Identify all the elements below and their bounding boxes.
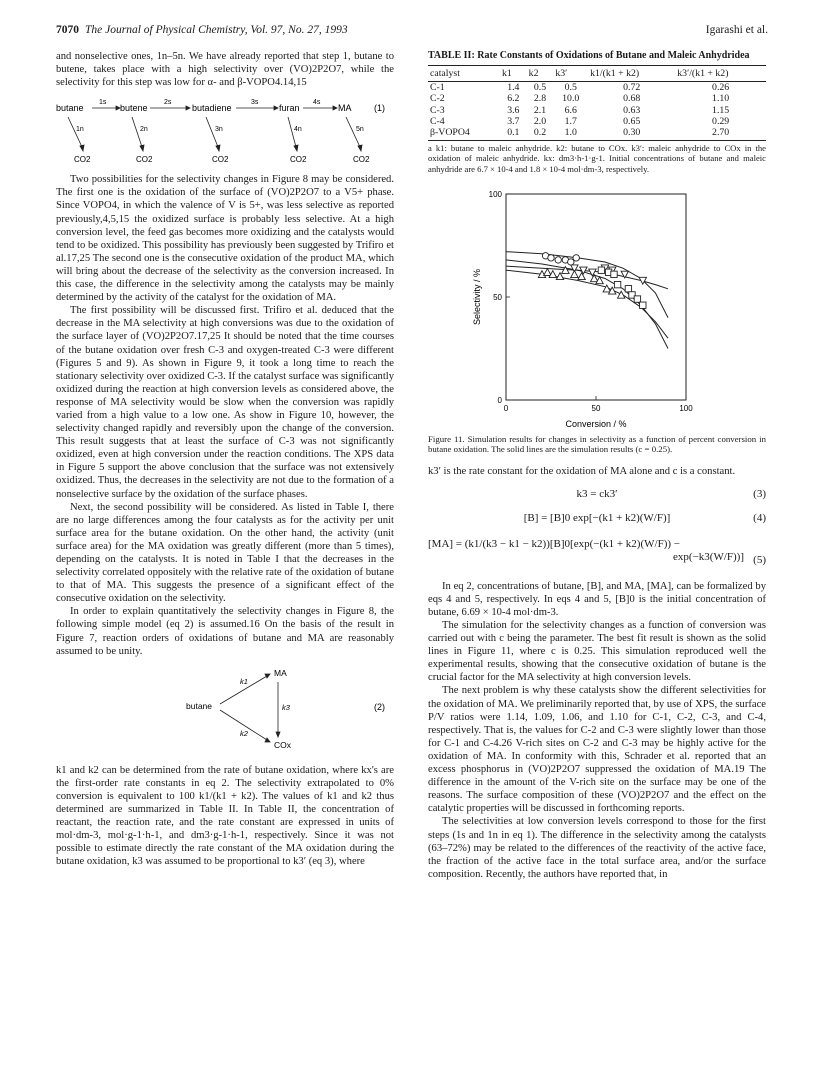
scheme1-step: 3n bbox=[215, 126, 223, 134]
scheme1-species: butane bbox=[56, 103, 84, 114]
scheme2-product-cox: COx bbox=[274, 739, 291, 750]
table-header: k3′ bbox=[553, 66, 588, 82]
table-cell: 0.72 bbox=[623, 82, 641, 94]
paragraph-6: k3′ is the rate constant for the oxidation of MA alone and c is a constant. bbox=[428, 465, 736, 477]
scheme2-eq-number: (2) bbox=[374, 701, 385, 712]
reaction-scheme-1 bbox=[56, 93, 394, 165]
paragraph-7: In eq 2, concentrations of butane, [B], and MA, [MA], can be formalized by eqs 4 and 5, respectively. In eqs 4 and 5, [B]0 is the initial concentration of butane, 6.69 × 10-4 mol·dm-3. bbox=[428, 580, 766, 618]
scheme1-step: 3s bbox=[251, 99, 259, 107]
table-cell: C-1 bbox=[430, 82, 445, 94]
table-cell: 0.5 bbox=[533, 82, 547, 94]
scheme1-product: CO2 bbox=[212, 155, 229, 165]
paragraph-10: The selectivities at low conversion levels correspond to those for the first steps (1s and 1n in eq 1). The difference in the selectivity among the catalysts (63–72%) may be related to the differences of the reactivity of the active face, the fraction of the active face in the total surface area, and/or the surface composition. Recently, the authors have reported that, in bbox=[428, 816, 766, 880]
table-cell: 1.4 bbox=[507, 82, 520, 94]
paragraph-5: k1 and k2 can be determined from the rate of butane oxidation, where kx's are the first-order rate constants in eq 2. The selectivity extrapolated to 0% conversion is equivalent to 100 k1/(k1 + k2). The values of k1 and k2 thus determined are summarized in Table II. In Table II, the concentration of reactant, the reaction rate, and the rate constant are expressed in units of mol·dm-3, mol·g-1·h-1, and dm3·g-1·h-1, respectively. Since it was not possible to estimate directly the rate constant of the MA oxidation during the butane oxidation, k3 was assumed to be proportional to k3′ (eq 3), where bbox=[56, 764, 394, 868]
header-authors: Igarashi et al. bbox=[705, 24, 768, 36]
page-number: 7070 bbox=[56, 24, 79, 36]
y-axis-label: Selectivity / % bbox=[472, 268, 482, 325]
scheme1-step: 5n bbox=[356, 126, 364, 134]
table-row bbox=[428, 105, 766, 116]
paragraph-9: The next problem is why these catalysts show the different selectivities for the oxidation of MA. We preliminarily reported that, by use of XPS, the surface P/V ratios were 1.14, 1.09, 1.06, and 1.10 for C-1, C-2, C-3, and C-4, respectively. That is, the values for C-2 and C-3 were slightly lower than those for C-1 and C-4.26 V-rich sites on C-2 and C-3 may be highly active for the oxidation of MA. In conformity with this, Schrader et al. reported that an excess phosphorus in (VO)2P2O7 suppressed the oxidation of MA.19 The difference in the amount of the V-rich site on the surface may be one of the reasons. The surface composition of these (VO)2P2O7 and the effect on the catalytic properties will be discussed in forthcoming reports. bbox=[428, 685, 766, 815]
data-point-square bbox=[625, 285, 631, 291]
table-cell: C-2 bbox=[430, 93, 445, 105]
table-cell: 6.2 bbox=[507, 93, 520, 105]
eq4-number: (4) bbox=[753, 511, 766, 524]
table-cell: 1.0 bbox=[553, 127, 588, 141]
table-cell: C-3 bbox=[430, 104, 445, 116]
left-column bbox=[56, 50, 394, 869]
table-cell: 0.2 bbox=[527, 127, 554, 141]
figure-11-chart bbox=[428, 180, 766, 432]
scheme2-arrows bbox=[220, 674, 280, 742]
table-cell: 10.0 bbox=[562, 93, 580, 105]
table-cell: β-VOPO4 bbox=[428, 127, 500, 141]
paragraph-0: and nonselective ones, 1n–5n. We have already reported that step 1, butane to butene, takes place with a high selectivity over (VO)2P2O7, while the selectivity for this step was low for α- and β-VOPO4.14,15 bbox=[56, 51, 394, 89]
scheme1-product: CO2 bbox=[290, 155, 307, 165]
table-cell: 2.1 bbox=[533, 104, 547, 116]
table-cell: 2.0 bbox=[533, 115, 547, 127]
table-header: k2 bbox=[527, 66, 554, 82]
scheme1-eq-number: (1) bbox=[374, 103, 385, 114]
scheme1-species: furan bbox=[279, 103, 300, 114]
reaction-scheme-2 bbox=[56, 664, 394, 756]
paragraph-3: Next, the second possibility will be considered. As listed in Table I, there are no large differences among the four catalysts as for the activity per unit surface area for the butane oxidation. On the other hand, the activity (unit surface area) for the MA oxidation was greatly different (more than 5 times), depending on the catalysts. It is noted in Table I that the decreases in the selectivity correlated oppositely with the relative rate of the oxidation of butane to that of MA. This suggests the presence of a significant effect of the consecutive oxidation on the selectivity. bbox=[56, 501, 394, 605]
table2-footnote: a k1: butane to maleic anhydride. k2: butane to COx. k3′: maleic anhydride to COx in the oxidation of maleic anhydride. kx: dm3·h-1·g-1. Initial concentrations of butane and maleic anhydride are 6.7 × 10-4 and 1.8 × 10-4 mol·dm-3, respectively. bbox=[428, 143, 766, 174]
eq3-number: (3) bbox=[753, 487, 766, 500]
table-header-row bbox=[428, 66, 766, 82]
chart-marks bbox=[472, 190, 693, 429]
equation-3 bbox=[428, 488, 766, 504]
data-point-triangle bbox=[571, 270, 578, 277]
figure-11-caption: Figure 11. Simulation results for changes in selectivity as a function of percent conversion in butane oxidation. The solid lines are the simulation results (c = 0.25). bbox=[428, 433, 766, 455]
x-tick-label: 50 bbox=[591, 403, 601, 413]
scheme2-k1: k1 bbox=[240, 676, 248, 686]
eq5-line-1: [MA] = (k1/(k3 − k1 − k2))[B]0[exp(−(k1 + k2)(W/F)) − bbox=[428, 537, 680, 550]
table-cell: 0.63 bbox=[623, 104, 641, 116]
table-cell: C-4 bbox=[430, 115, 445, 127]
scheme2-reactant: butane bbox=[186, 700, 212, 711]
journal-name: The Journal of Physical Chemistry, Vol. 97, No. 27, 1993 bbox=[85, 24, 348, 36]
eq5-number: (5) bbox=[753, 553, 766, 566]
table-header: catalyst bbox=[428, 66, 500, 82]
paragraph-2: The first possibility will be discussed first. Trifiro et al. deduced that the decrease in the MA selectivity at high conversions was due to the oxidation of the surface layer of (VO)2P2O7.17,25 It should be noted that the time courses of the butane oxidation over fresh C-3 and oxygen-treated C-3 were different (Figures 5 and 9). As shown in Figure 9, it took a long time to reach the stationary selectivity over oxidized C-3. If the catalyst surface was significantly oxidized during the reaction at high conversion levels as considered above, the response of MA selectivity would be slow when the conversion was rapidly varied from a high value to a low one. As show in Figure 10, however, the selectivity changed rapidly and reversibly upon the change of the conversion. This result suggests that at least the surface of C-3 was not significantly oxidized, even at high conversion under the reaction conditions. The XPS data in Figure 5 support the above conclusion that the surface was not extensively oxidized. Thus, the decreases in the selectivity are not due to the formation of a nonselective surface by the oxidation of the surface phases. bbox=[56, 305, 395, 500]
table-row bbox=[428, 82, 766, 94]
scheme1-step: 4s bbox=[313, 99, 321, 107]
plot-frame bbox=[506, 194, 686, 400]
table-cell: 0.30 bbox=[588, 127, 675, 141]
paragraph-8: The simulation for the selectivity changes as a function of conversion was carried out with c being the parameter. The best fit result is shown as the solid lines in Figure 11, where c is 0.25. This simulation reproduced well the experimental results, showing that the consecutive oxidation of butane is the crucial factor for the MA selectivity at high conversion levels. bbox=[428, 620, 766, 684]
table-cell: 2.8 bbox=[533, 93, 547, 105]
rate-constants-table bbox=[428, 65, 766, 141]
scheme1-diagram bbox=[56, 93, 394, 165]
data-point-square bbox=[634, 296, 640, 302]
scheme1-species: MA bbox=[338, 103, 352, 114]
right-column bbox=[428, 50, 766, 881]
scheme1-species: butene bbox=[120, 103, 148, 114]
y-tick-label: 100 bbox=[488, 189, 502, 199]
table-cell: 0.29 bbox=[712, 115, 730, 127]
table-cell: 2.70 bbox=[675, 127, 766, 141]
equation-5 bbox=[428, 538, 766, 570]
table-cell: 0.5 bbox=[564, 82, 577, 94]
table-cell: 1.15 bbox=[712, 104, 730, 116]
page-header bbox=[56, 24, 768, 42]
table-cell: 0.65 bbox=[623, 115, 641, 127]
data-point-square bbox=[640, 302, 646, 308]
table-cell: 3.7 bbox=[507, 115, 520, 127]
x-axis-label: Conversion / % bbox=[565, 418, 627, 429]
paragraph-1: Two possibilities for the selectivity changes in Figure 8 may be considered. The first one is the oxidation of the surface of (VO)2P2O7 to a V5+ phase. Since VOPO4, in which the valence of V is 5+, was less selective as reported previously,4,5,15 the oxidized surface is probably less selective. At a high conversion level, the feed gas becomes more oxidizing and the catalysts would tend to be oxidized. This possibility has previously been suggested by Trifiro et al.17,25 The second one is the consecutive oxidation of the product MA, which will bring about the decrease of the selectivity as the conversion increased. In this case, the difference in the selectivity among the catalysts may be mainly determined by the activity of the catalyst for the oxidation of MA. bbox=[56, 174, 394, 304]
table-cell: 0.68 bbox=[623, 93, 641, 105]
data-point-triangle bbox=[544, 268, 551, 275]
table-header: k1 bbox=[500, 66, 527, 82]
equation-4 bbox=[428, 512, 766, 528]
table-header: k3′/(k1 + k2) bbox=[675, 66, 766, 82]
scheme1-product: CO2 bbox=[74, 155, 91, 165]
scheme2-product-ma: MA bbox=[274, 667, 287, 678]
data-point-circle bbox=[568, 259, 574, 265]
eq5-line-2: exp(−k3(W/F))] bbox=[673, 550, 744, 563]
eq3-text: k3 = ck3′ bbox=[576, 487, 618, 500]
data-point-circle bbox=[573, 254, 579, 260]
paragraph-4: In order to explain quantitatively the selectivity changes in Figure 8, the following simple model (eq 2) is assumed.16 On the basis of the result in Figure 7, reaction orders of oxidations of butane and MA are reasonably assumed to be unity. bbox=[56, 606, 394, 657]
table-row bbox=[428, 93, 766, 104]
data-point-circle bbox=[548, 254, 554, 260]
data-point-square bbox=[614, 281, 620, 287]
data-point-circle bbox=[555, 257, 561, 263]
scheme2-k3: k3 bbox=[282, 702, 290, 712]
x-tick-label: 100 bbox=[679, 403, 693, 413]
scheme1-step: 1n bbox=[76, 126, 84, 134]
eq4-text: [B] = [B]0 exp[−(k1 + k2)(W/F)] bbox=[523, 511, 671, 524]
table-cell: 0.26 bbox=[712, 82, 730, 94]
scheme1-product: CO2 bbox=[136, 155, 153, 165]
table-cell: 1.10 bbox=[712, 93, 730, 105]
data-point-triangle bbox=[578, 273, 585, 280]
table-row bbox=[428, 127, 766, 141]
data-point-square bbox=[611, 271, 617, 277]
x-tick-label: 0 bbox=[503, 403, 509, 413]
table2-title: TABLE II: Rate Constants of Oxidations of Butane and Maleic Anhydridea bbox=[428, 50, 750, 61]
table-cell: 1.7 bbox=[564, 115, 577, 127]
scheme1-product: CO2 bbox=[353, 155, 370, 165]
header-left bbox=[56, 24, 348, 36]
scheme1-step: 4n bbox=[294, 126, 302, 134]
data-point-triangle bbox=[618, 291, 625, 298]
data-point-square bbox=[598, 267, 604, 273]
scheme1-step: 2n bbox=[140, 126, 148, 134]
y-tick-label: 0 bbox=[497, 395, 502, 405]
scheme1-species: butadiene bbox=[192, 103, 232, 114]
scheme2-k2: k2 bbox=[240, 728, 248, 738]
table-cell: 0.1 bbox=[500, 127, 527, 141]
scheme2-diagram bbox=[56, 664, 394, 756]
table-row bbox=[428, 116, 766, 127]
y-tick-label: 50 bbox=[493, 292, 502, 302]
table-header: k1/(k1 + k2) bbox=[588, 66, 675, 82]
scheme1-step: 2s bbox=[164, 99, 172, 107]
table-cell: 3.6 bbox=[507, 104, 520, 116]
table-cell: 6.6 bbox=[564, 104, 577, 116]
scheme1-step: 1s bbox=[99, 99, 107, 107]
